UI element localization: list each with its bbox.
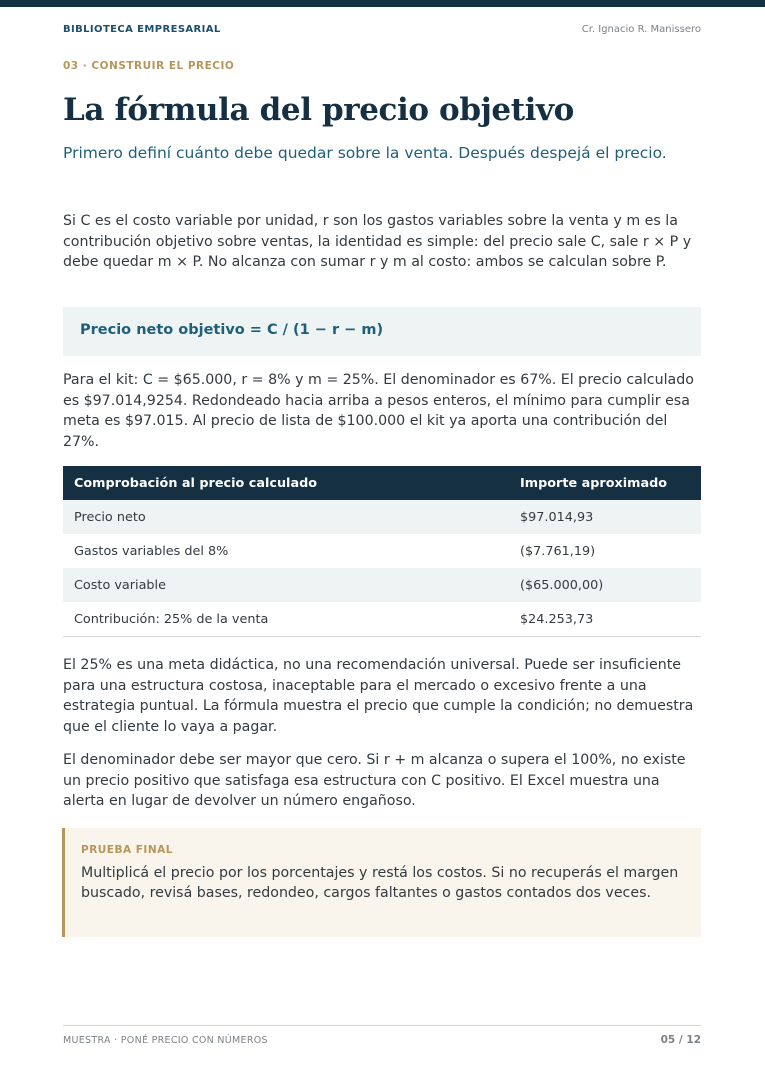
table-row — [63, 568, 701, 602]
section-kicker: 03 · CONSTRUIR EL PRECIO — [63, 60, 235, 72]
callout-text: Multiplicá el precio por los porcentajes y restá los costos. Si no recuperás el margen buscado, revisá bases, redondeo, cargos faltantes o gastos contados dos veces. — [81, 865, 679, 901]
page-number: 05 / 12 — [660, 1034, 701, 1046]
page-subtitle: Primero definí cuánto debe quedar sobre la venta. Después despejá el precio. — [63, 144, 667, 162]
table-cell-concept: Gastos variables del 8% — [74, 543, 229, 559]
table-row — [63, 602, 701, 637]
table-cell-amount: $97.014,93 — [509, 500, 701, 534]
page-title: La fórmula del precio objetivo — [63, 92, 574, 128]
table-cell-amount: ($7.761,19) — [520, 543, 596, 559]
top-accent-bar — [0, 0, 765, 7]
table-row — [63, 500, 701, 534]
table-header-amount: Importe aproximado — [509, 466, 701, 500]
check-table — [63, 466, 701, 637]
footer-divider — [63, 1025, 701, 1026]
formula-box — [63, 307, 701, 356]
table-cell-concept: Contribución: 25% de la venta — [63, 602, 509, 637]
formula-text: Precio neto objetivo = C / (1 − r − m) — [80, 322, 384, 338]
table-cell-amount: ($65.000,00) — [509, 568, 701, 602]
brand-label: BIBLIOTECA EMPRESARIAL — [63, 24, 221, 35]
table-cell-concept: Precio neto — [63, 500, 509, 534]
caveat-paragraph: El 25% es una meta didáctica, no una recomendación universal. Puede ser insuficiente para una estructura costosa, inaceptable para el mercado o excesivo frente a una estrategia puntual. La fórmula muestra el precio que cumple la condición; no demuestra que el cliente lo vaya a pagar. — [63, 657, 694, 735]
denominator-paragraph: El denominador debe ser mayor que cero. Si r + m alcanza o supera el 100%, no existe un precio positivo que satisfaga esa estructura con C positivo. El Excel muestra una alerta en lugar de devolver un número engañoso. — [63, 752, 686, 810]
callout-label: PRUEBA FINAL — [81, 844, 173, 856]
table-header-row — [63, 466, 701, 500]
intro-paragraph: Si C es el costo variable por unidad, r son los gastos variables sobre la venta y m es la contribución objetivo sobre ventas, la identidad es simple: del precio sale C, sale r × P y debe quedar m × P. No alcanza con sumar r y m al costo: ambos se calculan sobre P. — [63, 213, 692, 271]
table-header-concept: Comprobación al precio calculado — [63, 466, 509, 500]
final-test-callout — [62, 828, 701, 937]
table-cell-concept: Costo variable — [63, 568, 509, 602]
example-paragraph: Para el kit: C = $65.000, r = 8% y m = 25%. El denominador es 67%. El precio calculado es $97.014,9254. Redondeado hacia arriba a pesos enteros, el mínimo para cumplir esa meta es $97.015. Al precio de lista de $100.000 el kit ya aporta una contribución del 27%. — [63, 372, 694, 450]
author-name: Cr. Ignacio R. Manissero — [581, 24, 701, 35]
table-row — [63, 534, 701, 568]
table-cell-amount: $24.253,73 — [509, 602, 701, 637]
footer-label: MUESTRA · PONÉ PRECIO CON NÚMEROS — [63, 1035, 268, 1046]
